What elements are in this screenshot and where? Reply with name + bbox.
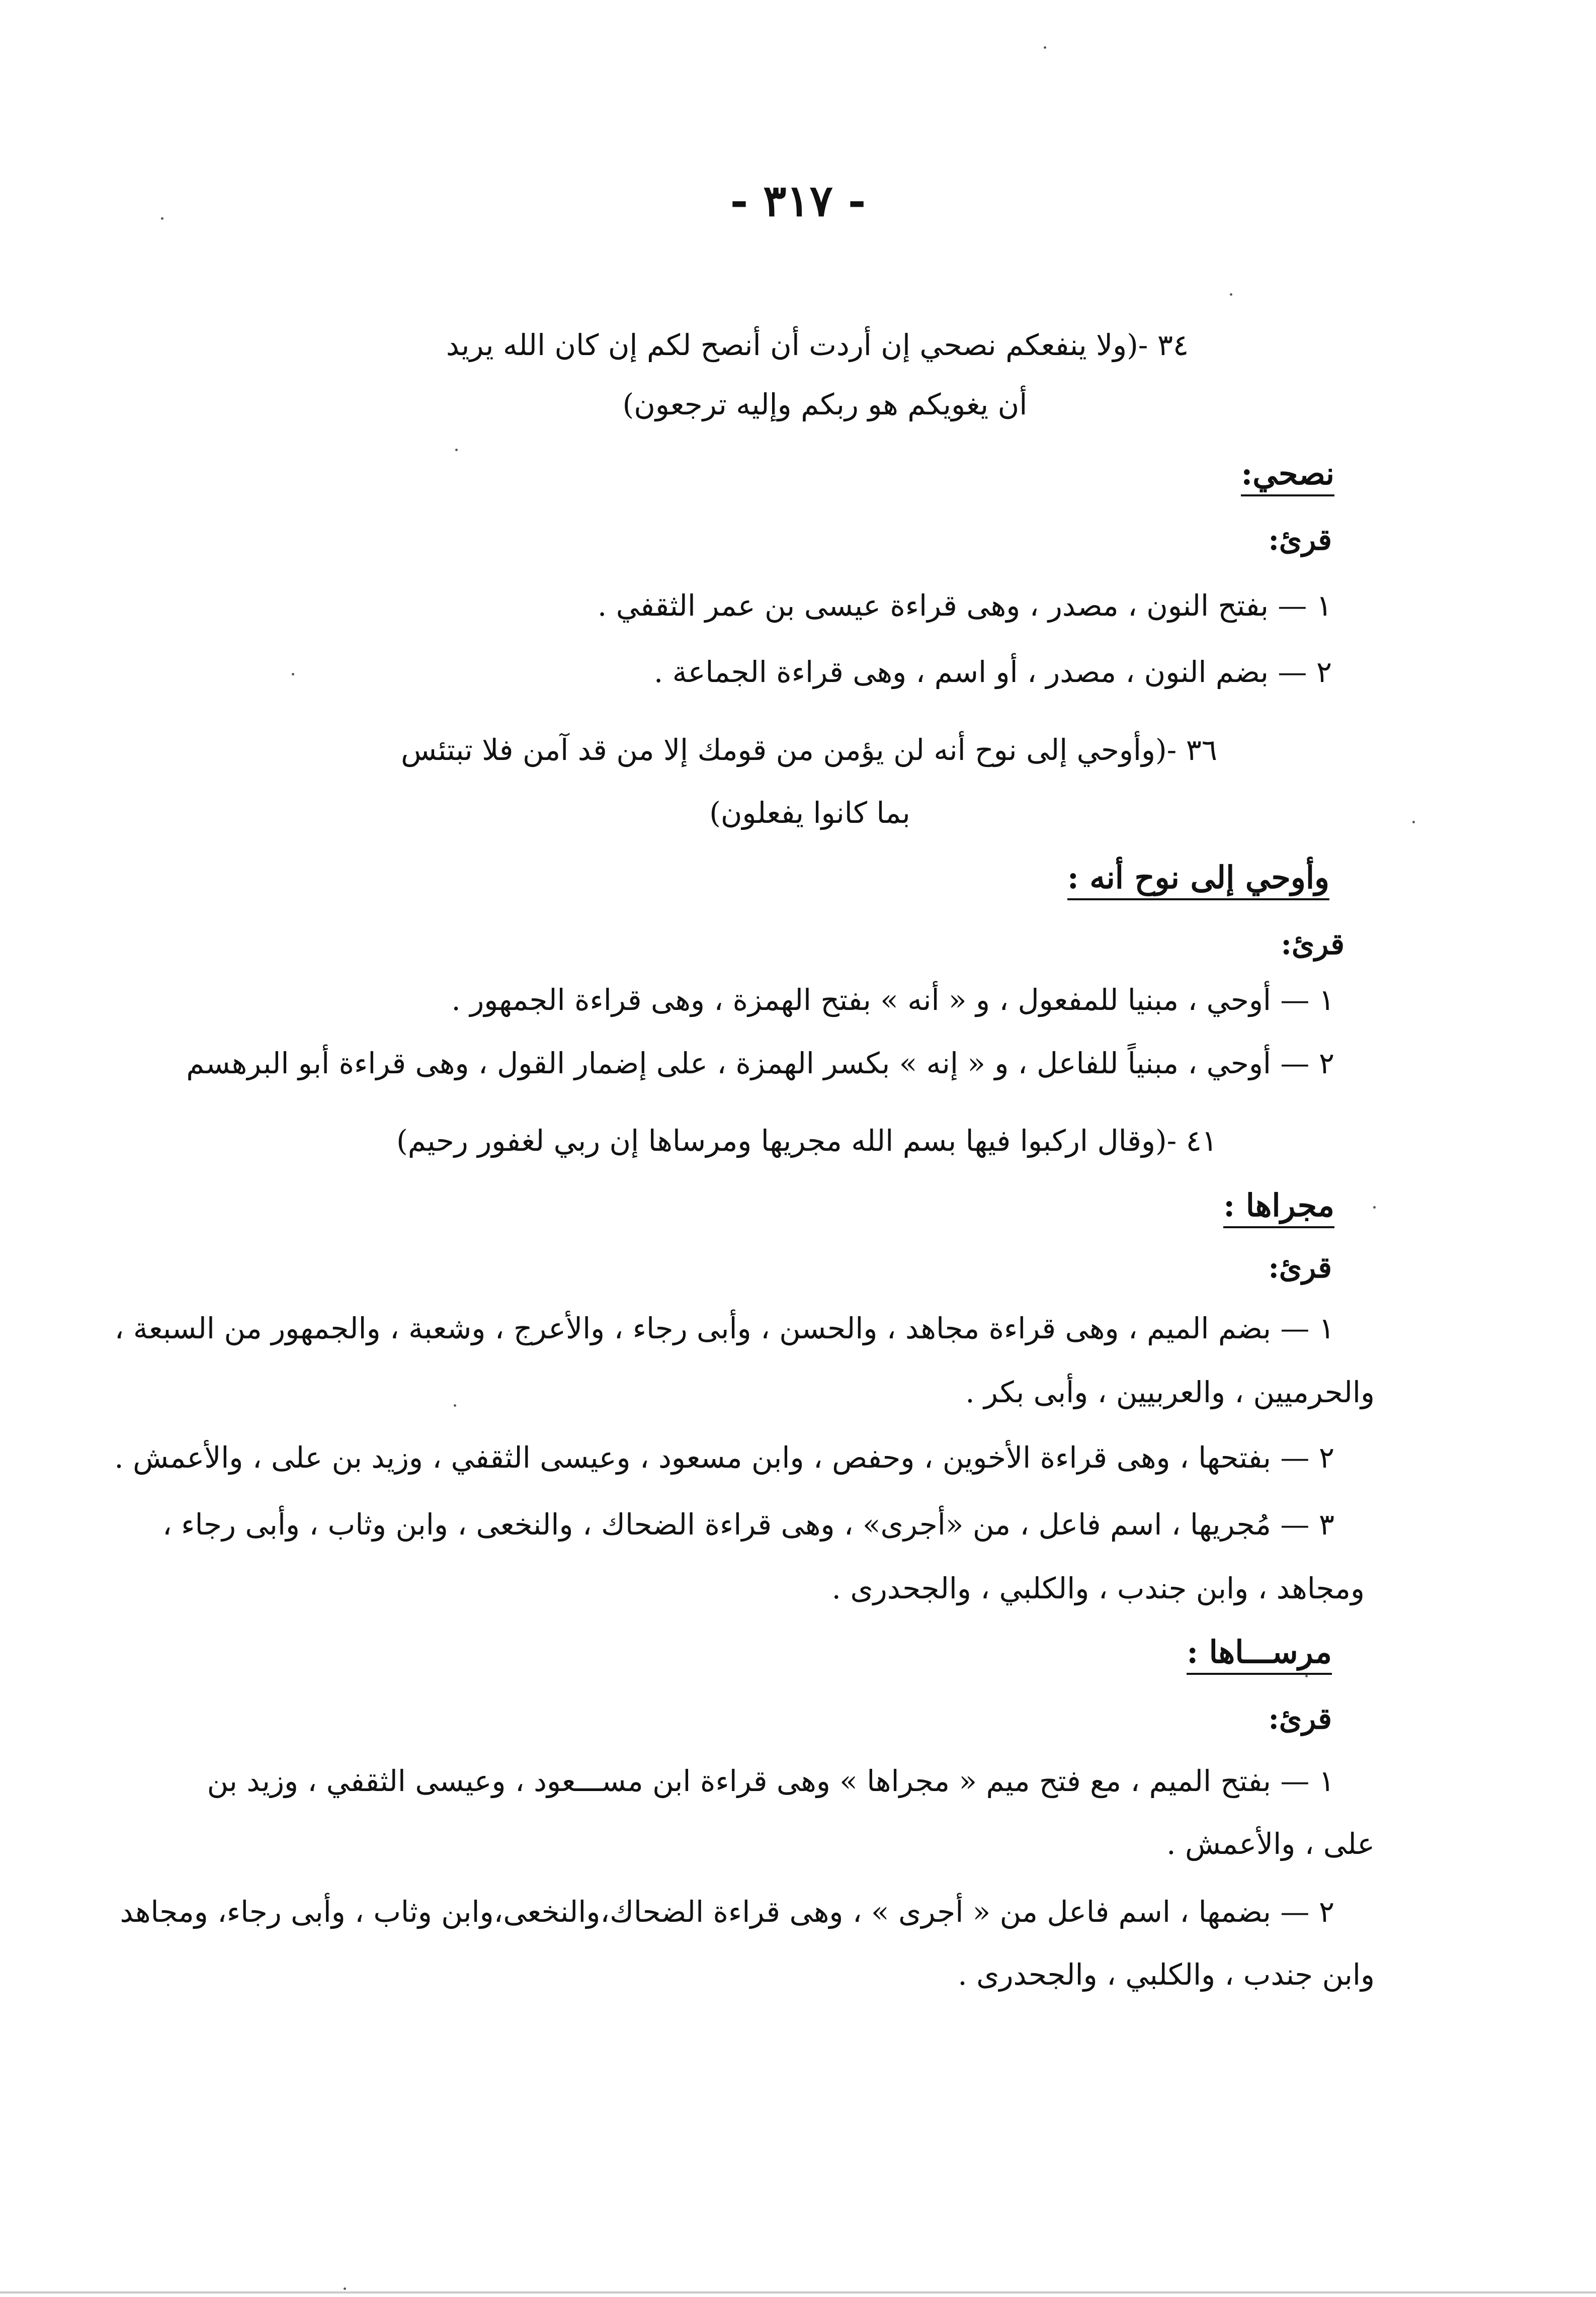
majraha-item-2: ٢ — بفتحها ، وهى قراءة الأخوين ، وحفص ، وابن مسعود ، وعيسى الثقفي ، وزيد بن على ، والأعمش . <box>114 1440 1334 1475</box>
verse-41-line-1: ٤١ -(وقال اركبوا فيها بسم الله مجريها ومرساها إن ربي لغفور رحيم) <box>396 1124 1217 1158</box>
verse-34-line-1: ٣٤ -(ولا ينفعكم نصحي إن أردت أن أنصح لكم إن كان الله يريد <box>446 328 1189 362</box>
mursaha-item-1-line-2: على ، والأعمش . <box>1166 1827 1375 1861</box>
scan-speck <box>344 2287 346 2290</box>
verse-36-line-2: بما كانوا يفعلون) <box>709 796 910 830</box>
heading-nushi: نصحي: <box>1241 455 1334 496</box>
verse-36-line-1: ٣٦ -(وأوحي إلى نوح أنه لن يؤمن من قومك إلا من قد آمن فلا تبتئس <box>401 733 1217 767</box>
mursaha-item-1-line-1: ١ — بفتح الميم ، مع فتح ميم « مجراها » وهى قراءة ابن مســـعود ، وعيسى الثقفي ، وزيد بن <box>207 1764 1334 1798</box>
qurii-label-wa-uhiya: قرئ: <box>1281 927 1345 961</box>
majraha-item-3-line-2: ومجاهد ، وابن جندب ، والكلبي ، والجحدرى . <box>831 1571 1365 1605</box>
wa-uhiya-item-2: ٢ — أوحي ، مبنياً للفاعل ، و « إنه » بكسر الهمزة ، على إضمار القول ، وهى قراءة أبو البرهسم <box>186 1046 1334 1080</box>
majraha-item-1-line-2: والحرميين ، والعربيين ، وأبى بكر . <box>965 1375 1375 1409</box>
scan-speck <box>1373 1206 1376 1209</box>
heading-mursaha: مرســـاها : <box>1187 1634 1332 1675</box>
scan-speck <box>1230 293 1232 296</box>
qurii-label-mursaha: قرئ: <box>1268 1702 1332 1736</box>
heading-wa-uhiya: وأوحي إلى نوح أنه : <box>1067 859 1329 900</box>
scan-speck <box>161 217 163 220</box>
mursaha-item-2-line-2: وابن جندب ، والكلبي ، والجحدرى . <box>958 1958 1375 1992</box>
page-number: - ٣١٧ - <box>730 176 866 226</box>
scan-speck <box>292 673 294 675</box>
scan-speck <box>1044 46 1046 49</box>
scan-speck <box>455 449 458 451</box>
nushi-item-2: ٢ — بضم النون ، مصدر ، أو اسم ، وهى قراءة الجماعة . <box>653 655 1332 689</box>
mursaha-item-2-line-1: ٢ — بضمها ، اسم فاعل من « أجرى » ، وهى قراءة الضحاك،والنخعى،وابن وثاب ، وأبى رجاء، ومجاهد <box>120 1895 1334 1929</box>
majraha-item-1-line-1: ١ — بضم الميم ، وهى قراءة مجاهد ، والحسن ، وأبى رجاء ، والأعرج ، وشعبة ، والجمهور من السبعة ، <box>114 1311 1334 1345</box>
scan-speck <box>1305 1675 1308 1677</box>
qurii-label-majraha: قرئ: <box>1268 1250 1332 1285</box>
wa-uhiya-item-1: ١ — أوحي ، مبنيا للمفعول ، و « أنه » بفتح الهمزة ، وهى قراءة الجمهور . <box>451 983 1334 1017</box>
qurii-label-nushi: قرئ: <box>1268 523 1332 557</box>
scan-speck <box>454 1404 456 1407</box>
heading-majraha: مجراها : <box>1223 1187 1334 1228</box>
page-bottom-edge <box>0 2291 1596 2293</box>
nushi-item-1: ١ — بفتح النون ، مصدر ، وهى قراءة عيسى بن عمر الثقفي . <box>597 588 1332 623</box>
scan-speck <box>1412 821 1415 823</box>
majraha-item-3-line-1: ٣ — مُجريها ، اسم فاعل ، من «أجرى» ، وهى قراءة الضحاك ، والنخعى ، وابن وثاب ، وأبى رجاء ، <box>162 1507 1334 1542</box>
verse-34-line-2: أن يغويكم هو ربكم وإليه ترجعون) <box>622 387 1028 421</box>
